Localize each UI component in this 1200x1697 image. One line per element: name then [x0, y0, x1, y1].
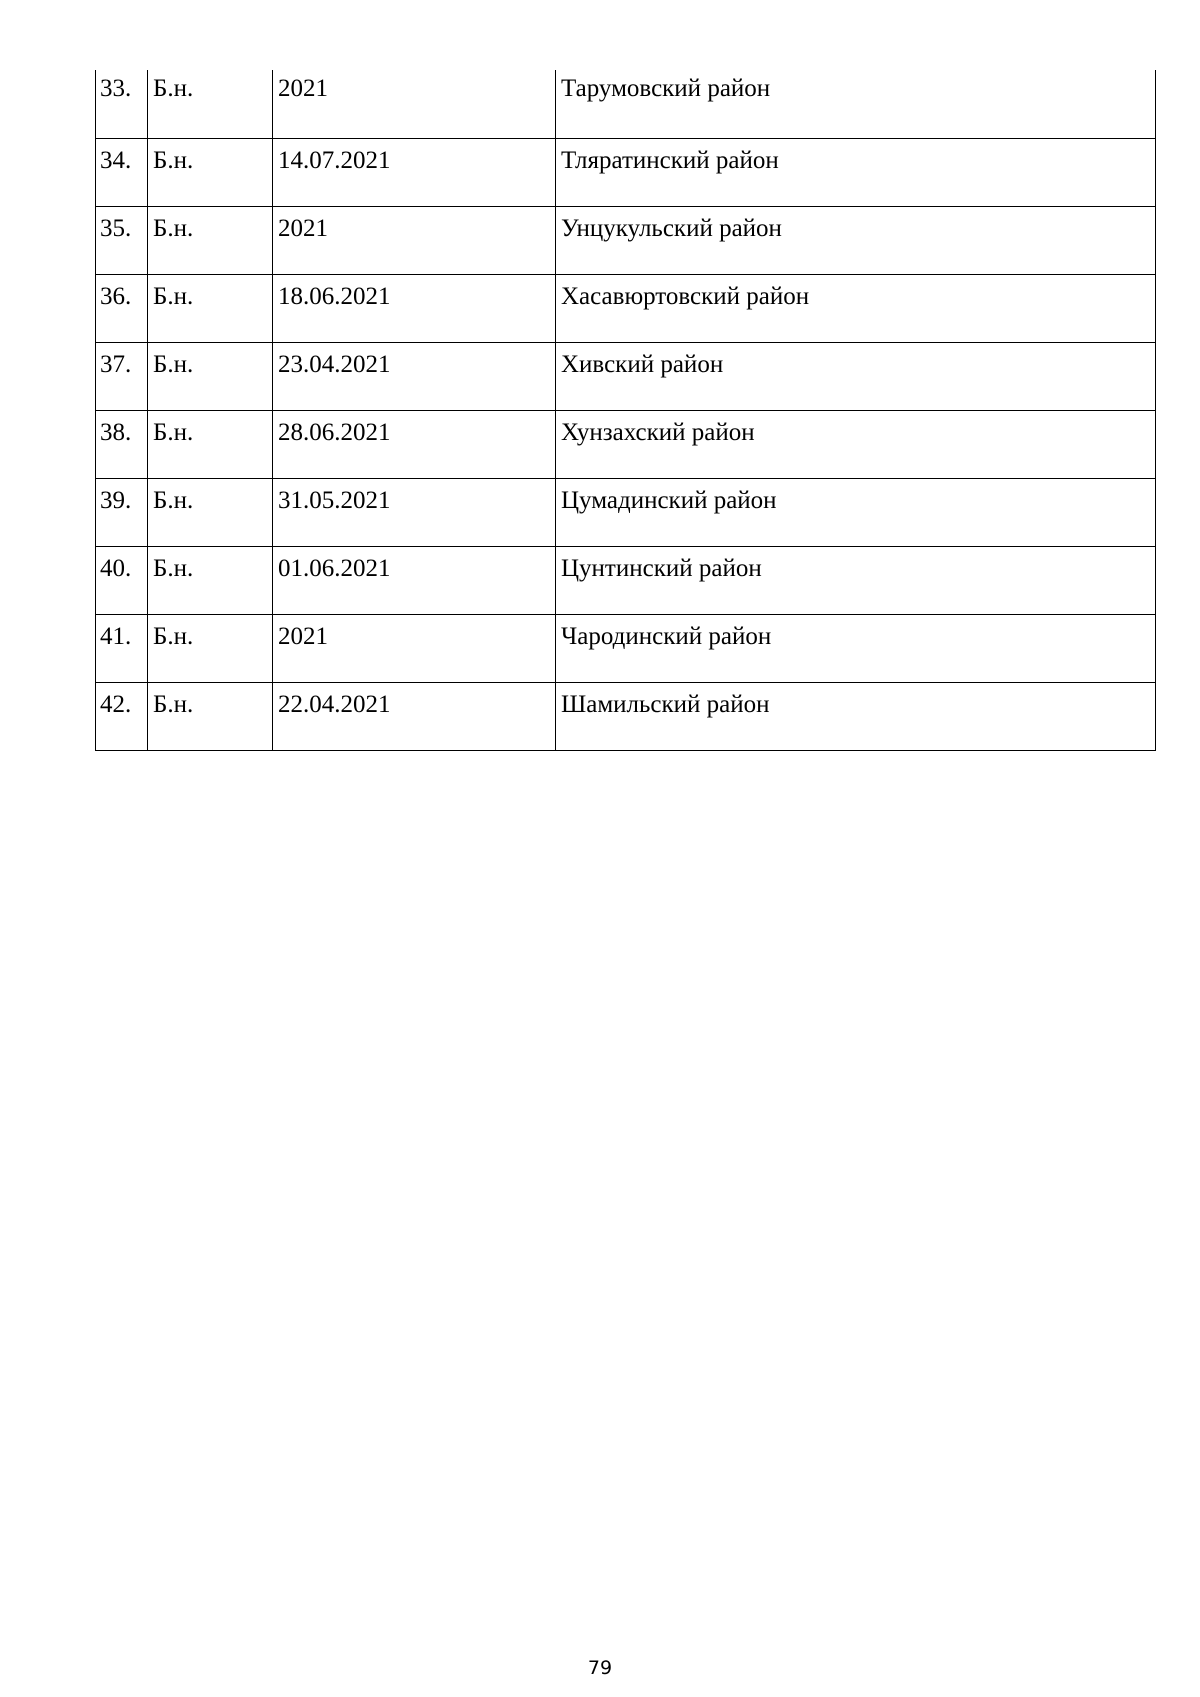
date-cell — [273, 342, 556, 410]
row-number-cell — [96, 342, 148, 410]
document-date: 23.04.2021 — [278, 350, 391, 378]
table-row — [96, 342, 1156, 410]
district-cell — [556, 206, 1156, 274]
document-number: Б.н. — [153, 146, 194, 174]
row-number-cell — [96, 70, 148, 138]
row-number: 40. — [100, 554, 132, 582]
date-cell — [273, 274, 556, 342]
date-cell — [273, 138, 556, 206]
document-date: 2021 — [278, 622, 328, 650]
district-cell — [556, 138, 1156, 206]
district-cell — [556, 342, 1156, 410]
document-number: Б.н. — [153, 282, 194, 310]
district-cell — [556, 546, 1156, 614]
row-number-cell — [96, 614, 148, 682]
district-cell — [556, 478, 1156, 546]
document-date: 18.06.2021 — [278, 282, 391, 310]
document-number-cell — [148, 614, 273, 682]
table-row — [96, 138, 1156, 206]
document-number: Б.н. — [153, 350, 194, 378]
row-number-cell — [96, 410, 148, 478]
row-number: 39. — [100, 486, 132, 514]
row-number-cell — [96, 206, 148, 274]
document-number-cell — [148, 138, 273, 206]
document-number-cell — [148, 546, 273, 614]
row-number-cell — [96, 478, 148, 546]
document-number-cell — [148, 342, 273, 410]
document-number: Б.н. — [153, 622, 194, 650]
table-row — [96, 478, 1156, 546]
date-cell — [273, 70, 556, 138]
row-number-cell — [96, 274, 148, 342]
district-name: Тарумовский район — [561, 75, 771, 102]
table-row — [96, 546, 1156, 614]
date-cell — [273, 682, 556, 750]
district-name: Хивский район — [561, 350, 724, 378]
date-cell — [273, 478, 556, 546]
document-number: Б.н. — [153, 554, 194, 582]
row-number: 42. — [100, 690, 132, 718]
document-date: 22.04.2021 — [278, 690, 391, 718]
date-cell — [273, 546, 556, 614]
district-name: Унцукульский район — [561, 214, 782, 242]
table-row — [96, 410, 1156, 478]
district-cell — [556, 682, 1156, 750]
document-number-cell — [148, 274, 273, 342]
document-number: Б.н. — [153, 690, 194, 718]
table-row — [96, 682, 1156, 750]
row-number-cell — [96, 138, 148, 206]
date-cell — [273, 410, 556, 478]
table-row — [96, 274, 1156, 342]
date-cell — [273, 206, 556, 274]
table-row — [96, 206, 1156, 274]
document-number-cell — [148, 682, 273, 750]
document-number: Б.н. — [153, 486, 194, 514]
district-cell — [556, 70, 1156, 138]
document-date: 28.06.2021 — [278, 418, 391, 446]
document-date: 14.07.2021 — [278, 146, 391, 174]
district-name: Чародинский район — [561, 622, 772, 650]
row-number: 38. — [100, 418, 132, 446]
districts-table — [95, 70, 1156, 751]
row-number-cell — [96, 682, 148, 750]
district-name: Тляратинский район — [561, 146, 779, 174]
row-number-cell — [96, 546, 148, 614]
document-date: 01.06.2021 — [278, 554, 391, 582]
district-name: Цунтинский район — [561, 554, 762, 582]
row-number: 37. — [100, 350, 132, 378]
district-cell — [556, 410, 1156, 478]
table-row — [96, 614, 1156, 682]
document-number: Б.н. — [153, 418, 194, 446]
document-number-cell — [148, 478, 273, 546]
document-number: Б.н. — [153, 214, 194, 242]
district-cell — [556, 614, 1156, 682]
document-number-cell — [148, 410, 273, 478]
document-date: 2021 — [278, 75, 328, 102]
district-name: Цумадинский район — [561, 486, 777, 514]
table-row — [96, 70, 1156, 138]
document-number-cell — [148, 70, 273, 138]
row-number: 41. — [100, 622, 132, 650]
district-cell — [556, 274, 1156, 342]
row-number: 33. — [100, 75, 132, 102]
row-number: 36. — [100, 282, 132, 310]
row-number: 34. — [100, 146, 132, 174]
page-number: 79 — [587, 1657, 613, 1679]
date-cell — [273, 614, 556, 682]
row-number: 35. — [100, 214, 132, 242]
document-date: 31.05.2021 — [278, 486, 391, 514]
document-number-cell — [148, 206, 273, 274]
district-name: Шамильский район — [561, 690, 770, 718]
document-date: 2021 — [278, 214, 328, 242]
document-number: Б.н. — [153, 75, 194, 102]
district-name: Хасавюртовский район — [561, 282, 810, 310]
district-name: Хунзахский район — [561, 418, 755, 446]
